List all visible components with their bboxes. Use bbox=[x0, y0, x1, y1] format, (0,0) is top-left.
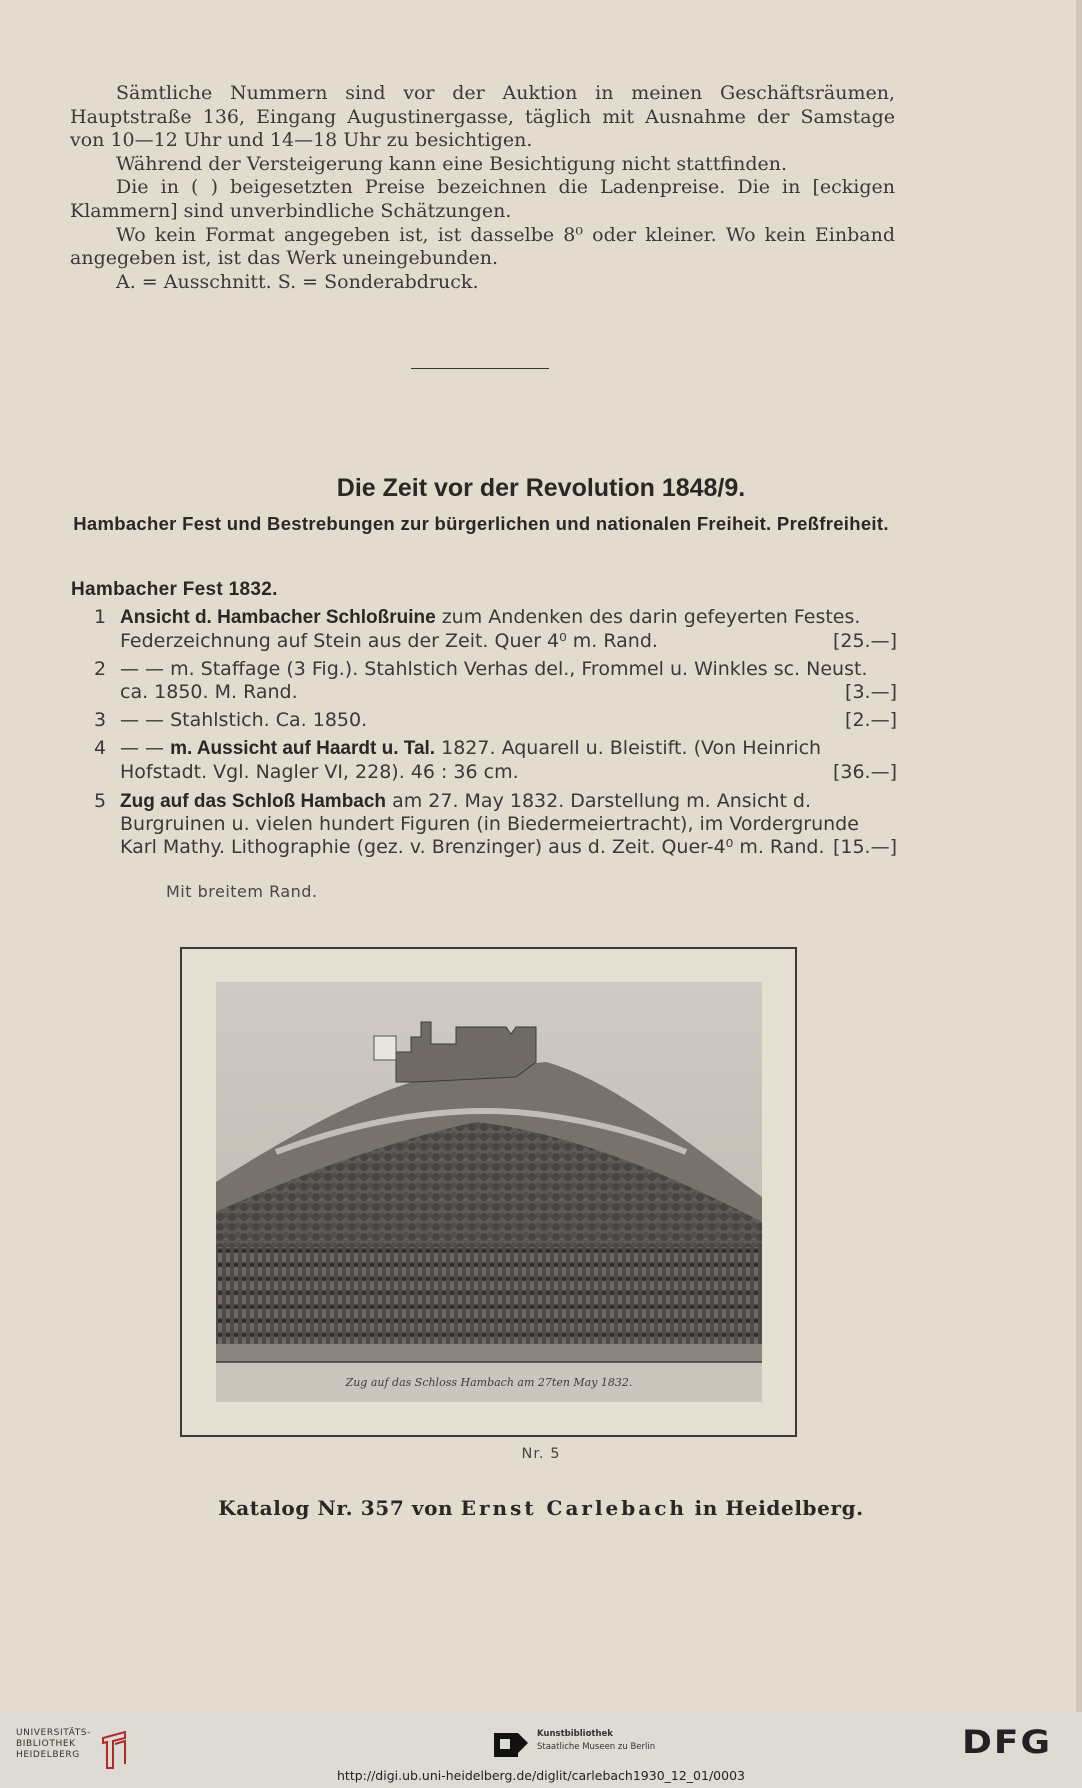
catalog-dealer: Ernst Carlebach bbox=[460, 1496, 687, 1520]
kb-subtitle: Staatliche Museen zu Berlin bbox=[537, 1742, 656, 1752]
crowd bbox=[216, 1247, 762, 1359]
subsection-heading: Hambacher Fest 1832. bbox=[71, 579, 278, 600]
list-item bbox=[94, 790, 897, 859]
entry-title: Ansicht d. Hambacher Schloßruine bbox=[120, 607, 436, 628]
intro-paragraph: Sämtliche Nummern sind vor der Auktion in meinen Geschäftsräumen, Hauptstraße 136, Eingang Augustinergasse, täglich mit Ausnahme der Samstage von 10—12 Uhr und 14—18 Uhr zu besichtigen. bbox=[70, 82, 895, 152]
image-inscription: Zug auf das Schloss Hambach am 27ten May 1832. bbox=[345, 1376, 633, 1389]
ground bbox=[216, 1344, 762, 1362]
section-subtitle: Hambacher Fest und Bestrebungen zur bürgerlichen und nationalen Freiheit. Preßfreiheit. bbox=[73, 513, 889, 534]
intro-text bbox=[70, 82, 895, 294]
dfg-logo[interactable]: DFG bbox=[962, 1724, 1053, 1761]
catalog-prefix: Katalog Nr. 357 von bbox=[218, 1496, 461, 1520]
entry-price: [36.—] bbox=[832, 761, 897, 784]
uni-emblem-icon bbox=[99, 1730, 129, 1770]
entry-title: m. Aussicht auf Haardt u. Tal. bbox=[170, 738, 436, 760]
section-title: Die Zeit vor der Revolution 1848/9. bbox=[336, 474, 746, 502]
kb-title: Kunstbibliothek bbox=[537, 1729, 613, 1739]
entry-number: 2 bbox=[94, 658, 107, 681]
uni-line: UNIVERSITÄTS- bbox=[16, 1728, 91, 1738]
entry-text: 1827. Aquarell u. Bleistift. (Von Heinrich Hofstadt. Vgl. Nagler VI, 228). 46 : 36 cm. bbox=[120, 737, 822, 784]
intro-paragraph: Die in ( ) beigesetzten Preise bezeichnen die Ladenpreise. Die in [eckigen Klammern] sind unverbindliche Schätzungen. bbox=[70, 176, 895, 222]
intro-paragraph: A. = Ausschnitt. S. = Sonderabdruck. bbox=[116, 270, 479, 293]
white-building bbox=[374, 1036, 396, 1060]
uni-line: BIBLIOTHEK bbox=[16, 1739, 76, 1749]
uni-library-logo[interactable] bbox=[16, 1728, 100, 1761]
entry-note: Mit breitem Rand. bbox=[166, 882, 318, 901]
list-item bbox=[94, 606, 897, 653]
list-item bbox=[94, 709, 897, 732]
entry-price: [2.—] bbox=[845, 709, 897, 732]
kunstbibliothek-text bbox=[537, 1728, 655, 1754]
entry-list bbox=[94, 606, 897, 864]
entry-title: Zug auf das Schloß Hambach bbox=[120, 790, 387, 812]
entry-price: [15.—] bbox=[832, 836, 897, 859]
entry-number: 3 bbox=[94, 709, 107, 732]
viewer-footer bbox=[0, 1712, 1082, 1788]
intro-paragraph: Wo kein Format angegeben ist, ist dasselbe 8⁰ oder kleiner. Wo kein Einband angegeben ist, ist das Werk uneingebunden. bbox=[70, 223, 895, 270]
divider-rule bbox=[411, 368, 549, 369]
illustration-frame bbox=[180, 947, 797, 1437]
permalink-url[interactable]: http://digi.ub.uni-heidelberg.de/diglit/carlebach1930_12_01/0003 bbox=[337, 1768, 745, 1783]
entry-number: 1 bbox=[94, 606, 107, 628]
entry-prefix: — — bbox=[120, 737, 171, 760]
figure-caption: Nr. 5 bbox=[521, 1446, 561, 1462]
entry-text: — — Stahlstich. Ca. 1850. bbox=[120, 709, 368, 732]
intro-paragraph: Während der Versteigerung kann eine Besichtigung nicht stattfinden. bbox=[116, 152, 788, 175]
list-item bbox=[94, 658, 897, 704]
entry-price: [25.—] bbox=[832, 629, 897, 652]
catalog-line bbox=[0, 1496, 1082, 1520]
entry-price: [3.—] bbox=[845, 680, 897, 703]
entry-text: am 27. May 1832. Darstellung m. Ansicht d. Burgruinen u. vielen hundert Figuren (in Biedermeiertracht), im Vordergrunde Karl Mathy. Lithographie (gez. v. Brenzinger) aus d. Zeit. Quer-4⁰ m. Rand. bbox=[120, 789, 859, 859]
entry-text: zum Andenken des darin gefeyerten Festes. Federzeichnung auf Stein aus der Zeit. Quer 4⁰ m. Rand. bbox=[120, 606, 861, 652]
uni-line: HEIDELBERG bbox=[16, 1750, 80, 1760]
list-item bbox=[94, 737, 897, 784]
lithograph-image bbox=[216, 982, 762, 1402]
kunstbibliothek-logo-icon[interactable] bbox=[494, 1729, 528, 1761]
entry-text: — — m. Staffage (3 Fig.). Stahlstich Verhas del., Frommel u. Winkles sc. Neust. ca. 1850. M. Rand. bbox=[120, 658, 868, 703]
entry-number: 5 bbox=[94, 789, 107, 812]
entry-number: 4 bbox=[94, 737, 107, 760]
catalog-suffix: in Heidelberg. bbox=[686, 1496, 864, 1520]
